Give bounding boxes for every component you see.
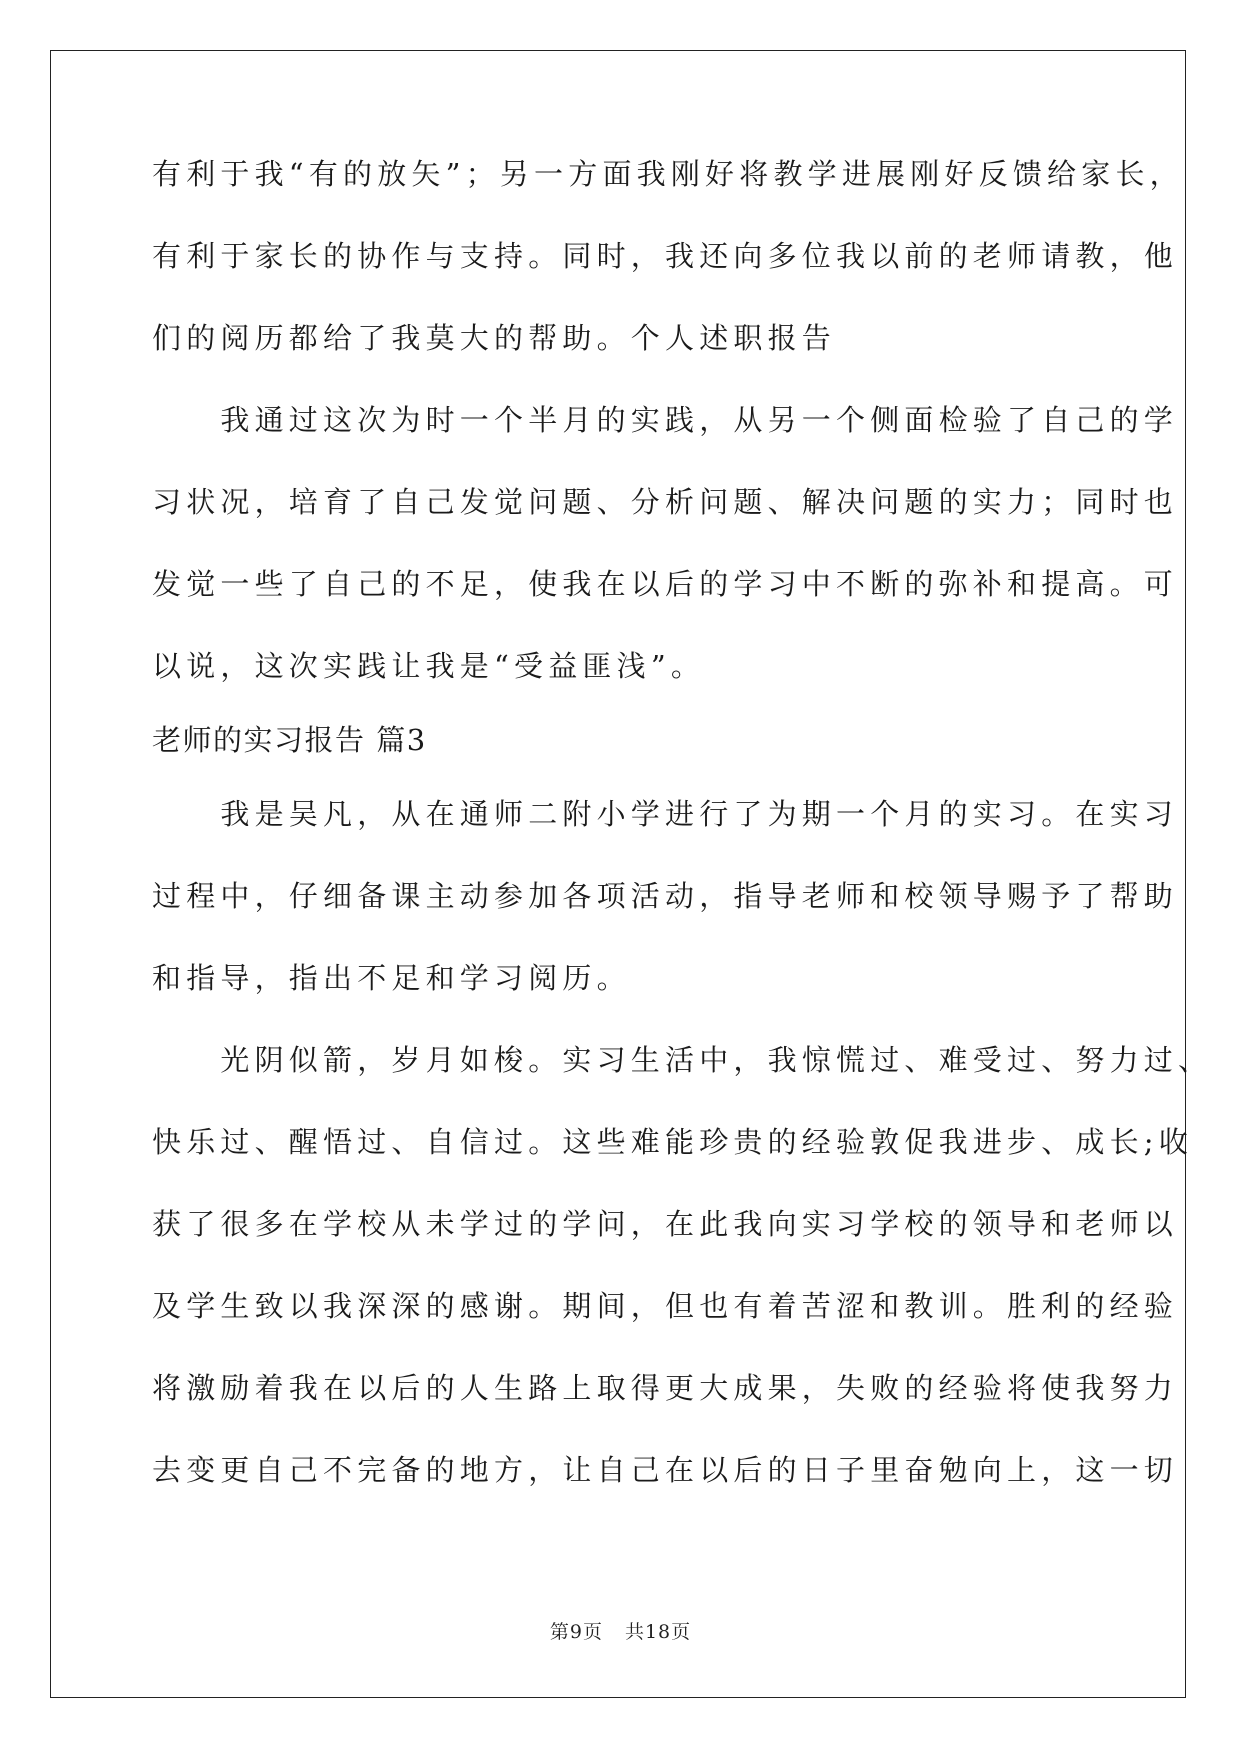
paragraph-line: 以说，这次实践让我是“受益匪浅”。 <box>152 649 706 683</box>
paragraph-line: 光阴似箭，岁月如梭。实习生活中，我惊慌过、难受过、努力过、 <box>152 1043 1213 1077</box>
paragraph-line: 过程中，仔细备课主动参加各项活动，指导老师和校领导赐予了帮助 <box>152 879 1179 913</box>
paragraph-line: 有利于家长的协作与支持。同时，我还向多位我以前的老师请教，他 <box>152 239 1179 273</box>
page-number: 第9页 <box>549 1621 603 1643</box>
paragraph-line: 快乐过、醒悟过、自信过。这些难能珍贵的经验敦促我进步、成长;收 <box>152 1125 1193 1159</box>
paragraph-line: 习状况，培育了自己发觉问题、分析问题、解决问题的实力；同时也 <box>152 485 1179 519</box>
page-total: 共18页 <box>624 1621 692 1643</box>
paragraph-line: 我通过这次为时一个半月的实践，从另一个侧面检验了自己的学 <box>152 403 1179 437</box>
paragraph-line: 和指导，指出不足和学习阅历。 <box>152 961 631 995</box>
paragraph-line: 发觉一些了自己的不足，使我在以后的学习中不断的弥补和提高。可 <box>152 567 1179 601</box>
paragraph-line: 有利于我“有的放矢”；另一方面我刚好将教学进展刚好反馈给家长， <box>152 157 1184 191</box>
paragraph-line: 获了很多在学校从未学过的学问，在此我向实习学校的领导和老师以 <box>152 1207 1179 1241</box>
paragraph-line: 我是吴凡，从在通师二附小学进行了为期一个月的实习。在实习 <box>152 797 1179 831</box>
paragraph-line: 及学生致以我深深的感谢。期间，但也有着苦涩和教训。胜利的经验 <box>152 1289 1179 1323</box>
paragraph-line: 们的阅历都给了我莫大的帮助。个人述职报告 <box>152 321 837 355</box>
page-footer <box>0 1617 1241 1644</box>
section-heading: 老师的实习报告 篇3 <box>152 723 427 757</box>
paragraph-line: 去变更自己不完备的地方，让自己在以后的日子里奋勉向上，这一切 <box>152 1453 1179 1487</box>
document-body <box>152 155 1213 1489</box>
paragraph-line: 将激励着我在以后的人生路上取得更大成果，失败的经验将使我努力 <box>152 1371 1179 1405</box>
